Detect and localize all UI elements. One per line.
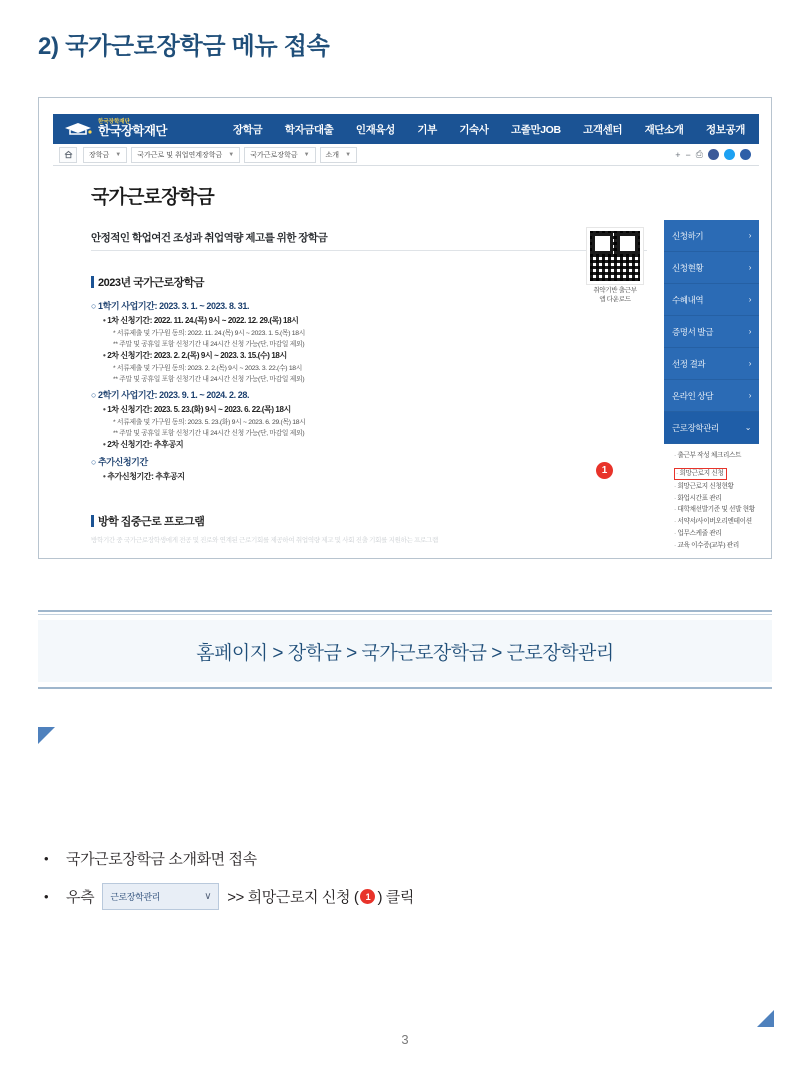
submenu-item-1[interactable]: · 희망근로지 신청 <box>674 468 727 480</box>
band-bottom-rule <box>38 687 772 689</box>
nav-item-1[interactable]: 학자금대출 <box>284 123 334 136</box>
breadcrumb-select-2-label: 국가근로장학금 <box>250 151 298 159</box>
side-menu-item-3-label: 증명서 발급 <box>672 326 714 337</box>
side-menu-item-5-label: 온라인 상담 <box>672 390 714 401</box>
breadcrumb-path: 홈페이지 > 장학금 > 국가근로장학금 > 근로장학관리 <box>38 620 772 682</box>
breadcrumb-select-3-label: 소개 <box>325 151 340 159</box>
info-block-heading: ○ 1학기 사업기간: 2023. 3. 1. ~ 2023. 8. 31. <box>91 301 250 311</box>
submenu-item-5[interactable]: · 서약서/사이버오리엔테이션 <box>674 516 755 528</box>
facebook-icon[interactable] <box>708 149 719 160</box>
page-title: 2) 국가근로장학금 메뉴 접속 <box>38 33 330 60</box>
instruction-line-1 <box>44 848 744 869</box>
section-2-body: 방학기간 중 국가근로장학생에게 전공 및 진로와 연계된 근로기회를 제공하여 취업역량 제고 및 사회 진출 기회를 지원하는 프로그램 <box>91 537 438 544</box>
side-menu-item-0-label: 신청하기 <box>672 230 704 241</box>
qr-caption-line1: 취약기반 출근부 <box>593 287 637 294</box>
home-icon[interactable] <box>59 147 77 163</box>
breadcrumb-select-1-label: 국가근로 및 취업연계장학금 <box>137 151 223 159</box>
side-menu-item-4-label: 선정 결과 <box>672 358 706 369</box>
graduation-cap-icon <box>63 121 93 137</box>
submenu-item-2[interactable]: · 희망근로지 신청현황 <box>674 481 755 493</box>
info-note: ** 주말 및 공휴일 포함 신청기간 내 24시간 신청 가능(단, 마감일 제외) <box>113 341 305 348</box>
instruction-suffix: ) 클릭 <box>377 889 414 906</box>
side-menu-item-3[interactable] <box>664 316 759 348</box>
divider <box>91 250 647 251</box>
instruction-text-1: 국가근로장학금 소개화면 접속 <box>66 851 257 868</box>
info-block <box>91 455 651 482</box>
nav-item-3[interactable]: 기부 <box>417 123 437 136</box>
info-note: * 서류제출 및 가구원 동의: 2023. 5. 23.(화) 9시 ~ 2023. 6. 29.(목) 18시 <box>113 419 306 426</box>
qr-caption-line2: 앱 다운로드 <box>599 295 631 303</box>
right-side-menu <box>664 220 759 557</box>
instruction-prefix: 우측 <box>66 889 95 906</box>
side-menu-item-6[interactable] <box>664 412 759 444</box>
nav-item-5[interactable]: 고졸만JOB <box>511 123 561 136</box>
chevron-right-icon: › <box>748 231 751 240</box>
instruction-line-2 <box>44 883 744 910</box>
nav-item-6[interactable]: 고객센터 <box>583 123 623 136</box>
menu-chip-label: 근로장학관리 <box>110 892 160 902</box>
submenu-item-7[interactable]: · 교육 이수증(교부) 관리 <box>674 540 755 552</box>
logo-maintext: 한국장학재단 <box>98 124 167 139</box>
nav-item-list <box>213 122 759 137</box>
chevron-right-icon: › <box>748 359 751 368</box>
info-item: • 1차 신청기간: 2022. 11. 24.(목) 9시 ~ 2022. 12. 29.(목) 18시 <box>103 315 651 326</box>
nav-item-4[interactable]: 기숙사 <box>459 123 489 136</box>
decorative-triangle-right <box>757 1010 774 1027</box>
info-item: • 추가신청기간: 추후공지 <box>103 471 651 482</box>
site-page-title: 국가근로장학금 <box>91 187 214 208</box>
breadcrumb-select-2[interactable] <box>244 147 315 163</box>
logo-subtext: 한국장학재단 <box>98 118 130 125</box>
blog-icon[interactable] <box>740 149 751 160</box>
qr-caption <box>587 287 643 305</box>
chevron-right-icon: › <box>748 327 751 336</box>
chevron-right-icon: › <box>748 263 751 272</box>
info-block <box>91 388 651 450</box>
menu-chip[interactable] <box>102 883 219 910</box>
submenu-item-4[interactable]: · 대학채선발기준 및 선발 현황 <box>674 504 755 516</box>
bullet-marker: • <box>44 889 49 904</box>
callout-badge-1: 1 <box>596 462 613 479</box>
breadcrumb-tools <box>675 149 759 160</box>
instruction-middle: >> 희망근로지 신청 ( <box>227 889 359 906</box>
info-note: ** 주말 및 공휴일 포함 신청기간 내 24시간 신청 가능(단, 마감일 제외) <box>113 376 305 383</box>
side-menu-item-5[interactable] <box>664 380 759 412</box>
nav-item-2[interactable]: 인재육성 <box>355 123 395 136</box>
info-note: * 서류제출 및 가구원 동의: 2022. 11. 24.(목) 9시 ~ 2023. 1. 5.(목) 18시 <box>113 330 306 337</box>
page-number: 3 <box>401 1032 409 1047</box>
side-submenu <box>664 444 759 557</box>
info-block-heading: ○ 추가신청기간 <box>91 457 148 467</box>
side-menu-item-2-label: 수혜내역 <box>672 294 704 305</box>
section-heading-1: 2023년 국가근로장학금 <box>91 274 204 290</box>
site-page-subtitle: 안정적인 학업여건 조성과 취업역량 제고를 위한 장학금 <box>91 232 328 244</box>
side-menu-item-6-label: 근로장학관리 <box>672 422 719 433</box>
inline-callout-badge: 1 <box>360 889 375 904</box>
qr-block <box>587 228 643 305</box>
zoom-out-icon[interactable]: − <box>685 149 691 160</box>
chevron-right-icon: › <box>748 391 751 400</box>
band-top-rule <box>38 610 772 612</box>
breadcrumb-select-0[interactable] <box>83 147 127 163</box>
submenu-item-6[interactable]: · 업무스케줄 관리 <box>674 528 755 540</box>
section-heading-2: 방학 집중근로 프로그램 <box>91 513 204 529</box>
side-menu-item-0[interactable] <box>664 220 759 252</box>
side-menu-item-4[interactable] <box>664 348 759 380</box>
bullet-marker: • <box>44 851 49 866</box>
submenu-item-0[interactable]: · 출근부 작성 체크리스트 <box>674 450 755 462</box>
chevron-down-icon: ▼ <box>228 151 235 158</box>
info-note: ** 주말 및 공휴일 포함 신청기간 내 24시간 신청 가능(단, 마감일 제외) <box>113 430 305 437</box>
info-item: • 1차 신청기간: 2023. 5. 23.(화) 9시 ~ 2023. 6. 22.(목) 18시 <box>103 404 651 415</box>
info-block <box>91 299 651 383</box>
info-block-heading: ○ 2학기 사업기간: 2023. 9. 1. ~ 2024. 2. 28. <box>91 390 250 400</box>
decorative-triangle-left <box>38 727 55 744</box>
site-logo[interactable] <box>53 120 213 139</box>
website-screenshot <box>38 97 772 559</box>
submenu-item-3[interactable]: · 화업시간표 관리 <box>674 493 755 505</box>
nav-item-8[interactable]: 정보공개 <box>706 123 745 136</box>
zoom-in-icon[interactable]: + <box>675 149 681 160</box>
breadcrumb-select-0-label: 장학금 <box>89 151 110 159</box>
side-menu-item-1-label: 신청현황 <box>672 262 704 273</box>
info-item: • 2차 신청기간: 추후공지 <box>103 439 651 450</box>
chevron-down-icon: ▼ <box>303 151 310 158</box>
chevron-down-icon: ∨ <box>204 891 212 902</box>
nav-item-7[interactable]: 재단소개 <box>644 123 684 136</box>
nav-item-0[interactable]: 장학금 <box>233 123 263 136</box>
chevron-right-icon: › <box>748 295 751 304</box>
chevron-down-icon: ⌄ <box>744 423 751 432</box>
info-blocks <box>91 299 651 487</box>
chevron-down-icon: ▼ <box>345 151 352 158</box>
info-block-heading-text: 추가신청기간 <box>98 457 148 467</box>
info-block-heading-text: 1학기 사업기간: 2023. 3. 1. ~ 2023. 8. 31. <box>98 301 250 311</box>
chevron-down-icon: ▼ <box>115 151 122 158</box>
site-top-nav <box>53 114 759 144</box>
twitter-icon[interactable] <box>724 149 735 160</box>
qr-code-icon <box>587 228 643 284</box>
band-top-rule-2 <box>38 614 772 615</box>
info-note: * 서류제출 및 가구원 동의: 2023. 2. 2.(목) 9시 ~ 2023. 3. 22.(수) 18시 <box>113 365 303 372</box>
instruction-list <box>44 848 744 924</box>
info-item: • 2차 신청기간: 2023. 2. 2.(목) 9시 ~ 2023. 3. 15.(수) 18시 <box>103 350 651 361</box>
breadcrumb-bar <box>53 144 759 166</box>
side-menu-item-2[interactable] <box>664 284 759 316</box>
breadcrumb-select-1[interactable] <box>131 147 240 163</box>
side-menu-item-1[interactable] <box>664 252 759 284</box>
path-band <box>38 610 772 696</box>
info-block-heading-text: 2학기 사업기간: 2023. 9. 1. ~ 2024. 2. 28. <box>98 390 250 400</box>
print-icon[interactable]: ⎙ <box>695 149 703 159</box>
breadcrumb-select-3[interactable] <box>320 147 357 163</box>
